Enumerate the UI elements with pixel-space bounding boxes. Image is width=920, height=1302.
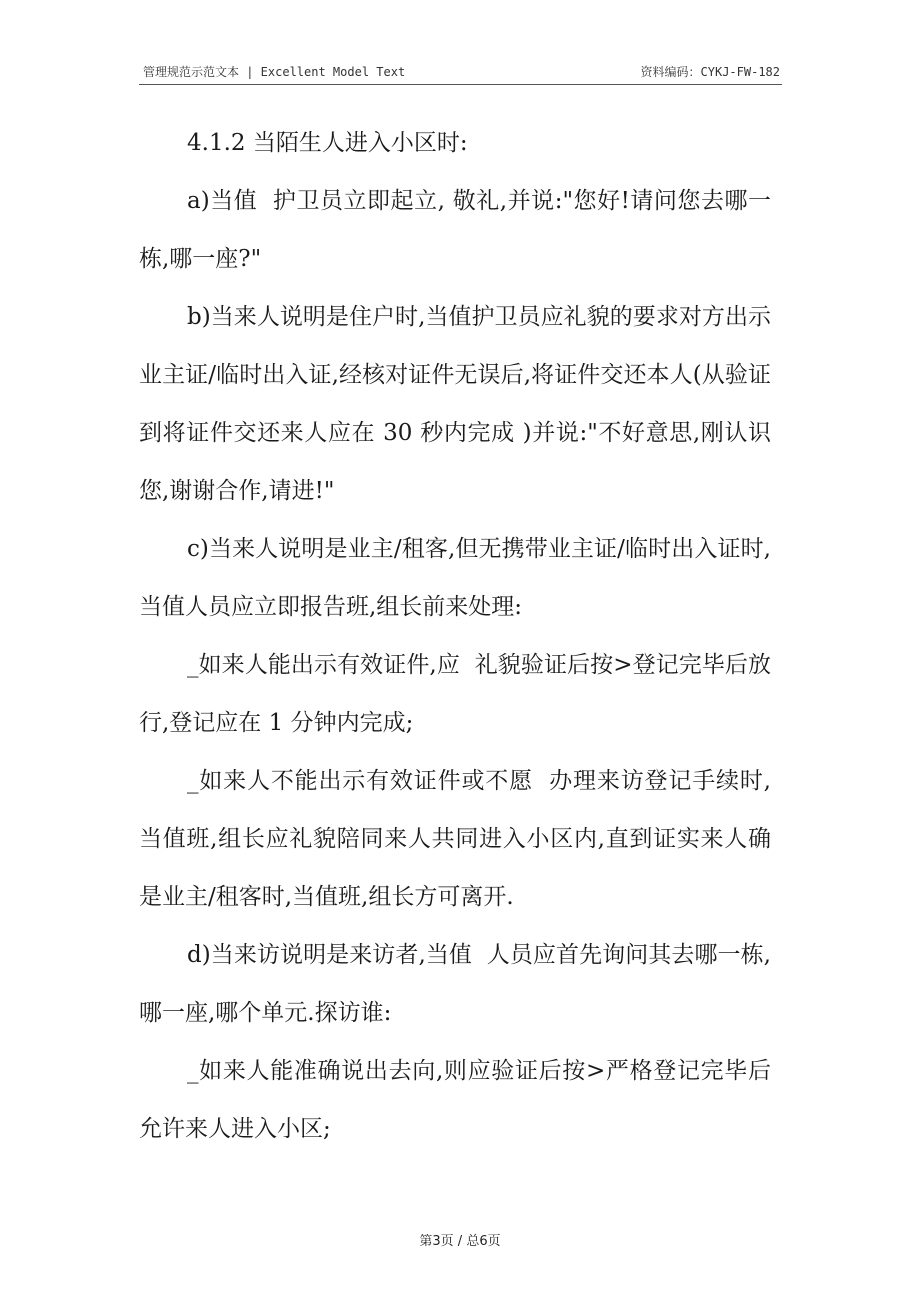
page-number: 第3页 / 总6页 [419, 1234, 501, 1249]
page-footer [0, 1230, 920, 1249]
paragraph-d: d)当来访说明是来访者,当值 人员应首先询问其去哪一栋,哪一座,哪个单元.探访谁: [139, 942, 771, 1026]
paragraph-c-item-1: _如来人能出示有效证件,应 礼貌验证后按>登记完毕后放行,登记应在 1 分钟内完成; [139, 652, 771, 736]
document-body [139, 114, 771, 1158]
paragraph-c-item-2: _如来人不能出示有效证件或不愿 办理来访登记手续时,当值班,组长应礼貌陪同来人共同进入小区内,直到证实来人确是业主/租客时,当值班,组长方可离开. [139, 768, 771, 910]
paragraph-section-title: 4.1.2 当陌生人进入小区时: [187, 130, 468, 156]
paragraph-d-item-1: _如来人能准确说出去向,则应验证后按>严格登记完毕后允许来人进入小区; [139, 1058, 771, 1142]
paragraph-b: b)当来人说明是住户时,当值护卫员应礼貌的要求对方出示业主证/临时出入证,经核对证件无误后,将证件交还本人(从验证到将证件交还来人应在 30 秒内完成 )并说:"不好意思,刚认识您,谢谢合作,请进!" [139, 304, 771, 504]
page-header [139, 60, 782, 85]
paragraph-c: c)当来人说明是业主/租客,但无携带业主证/临时出入证时,当值人员应立即报告班,组长前来处理: [139, 536, 771, 620]
paragraph-a: a)当值 护卫员立即起立, 敬礼,并说:"您好!请问您去哪一栋,哪一座?" [139, 188, 771, 272]
header-doc-code: 资料编码：CYKJ-FW-182 [640, 65, 780, 79]
header-doc-title: 管理规范示范文本 | Excellent Model Text [143, 65, 406, 79]
